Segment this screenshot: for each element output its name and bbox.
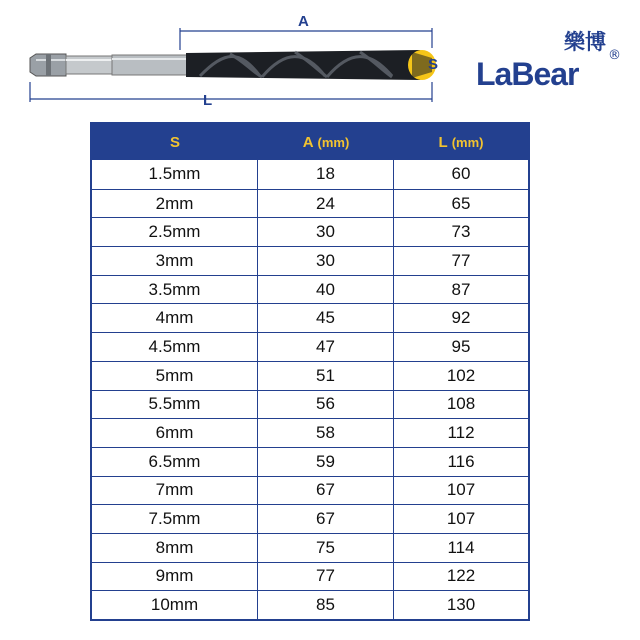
cell-l: 112 [447, 423, 475, 443]
cell-a: 47 [258, 333, 394, 361]
cell-s: 7mm [92, 477, 258, 505]
logo-chinese-text: 樂博 [564, 30, 606, 54]
cell-a: 67 [258, 505, 394, 533]
header-a-label: A [302, 133, 314, 151]
cell-a: 30 [258, 218, 394, 246]
cell-s: 5mm [92, 362, 258, 390]
header-s-label: S [169, 133, 180, 151]
dimension-l-line [30, 82, 432, 102]
header-s [92, 124, 258, 160]
header-a [258, 124, 394, 160]
table-row [92, 332, 528, 361]
cell-s: 3mm [92, 247, 258, 275]
table-body [92, 160, 528, 619]
cell-s: 5.5mm [92, 391, 258, 419]
cell-l: 102 [446, 365, 476, 385]
table-row [92, 189, 528, 218]
cell-l: 107 [446, 509, 476, 529]
header-l [394, 124, 528, 160]
cell-l: 60 [451, 164, 471, 184]
drill-flutes [186, 50, 430, 80]
brand-logo [476, 22, 626, 92]
header-l-label: L [438, 133, 448, 151]
cell-a: 51 [258, 362, 394, 390]
table-row [92, 476, 528, 505]
cell-a: 18 [258, 160, 394, 189]
cell-s: 9mm [92, 563, 258, 591]
table-row [92, 533, 528, 562]
cell-s: 4mm [92, 304, 258, 332]
cell-a: 56 [258, 391, 394, 419]
cell-l: 130 [446, 595, 476, 615]
cell-a: 40 [258, 276, 394, 304]
label-a: A [298, 13, 309, 30]
table-row [92, 160, 528, 189]
cell-l: 108 [446, 394, 476, 414]
cell-l: 87 [451, 279, 471, 299]
cell-s: 2.5mm [92, 218, 258, 246]
header-l-unit: (mm) [451, 134, 484, 150]
cell-l: 114 [447, 537, 475, 557]
table-row [92, 590, 528, 619]
cell-s: 8mm [92, 534, 258, 562]
table-row [92, 303, 528, 332]
cell-s: 2mm [92, 190, 258, 218]
cell-l: 73 [451, 222, 471, 242]
label-l: L [203, 92, 213, 109]
table-row [92, 562, 528, 591]
cell-a: 45 [258, 304, 394, 332]
cell-s: 6mm [92, 419, 258, 447]
cell-l: 107 [446, 480, 476, 500]
cell-a: 67 [258, 477, 394, 505]
cell-l: 77 [451, 250, 471, 270]
cell-a: 58 [258, 419, 394, 447]
label-s: S [428, 56, 439, 73]
cell-s: 10mm [92, 591, 258, 619]
round-shank [66, 56, 112, 74]
cell-l: 116 [447, 451, 475, 471]
registered-mark: ® [608, 48, 621, 63]
table-row [92, 217, 528, 246]
spec-table [90, 122, 530, 621]
cell-a: 77 [258, 563, 394, 591]
drill-bit-diagram [0, 0, 460, 115]
cell-a: 75 [258, 534, 394, 562]
cell-a: 59 [258, 448, 394, 476]
cell-s: 7.5mm [92, 505, 258, 533]
header-a-unit: (mm) [317, 134, 350, 150]
drill-bit-illustration [0, 0, 460, 115]
table-row [92, 361, 528, 390]
table-row [92, 504, 528, 533]
table-row [92, 246, 528, 275]
cell-l: 92 [451, 308, 471, 328]
cell-s: 4.5mm [92, 333, 258, 361]
table-row [92, 390, 528, 419]
table-header-row [92, 124, 528, 160]
cell-s: 6.5mm [92, 448, 258, 476]
table-row [92, 447, 528, 476]
cell-a: 85 [258, 591, 394, 619]
dimension-a-line [180, 28, 432, 50]
table-row [92, 275, 528, 304]
cell-l: 65 [451, 193, 471, 213]
logo-latin-wordmark: LaBear [476, 56, 579, 92]
cell-s: 3.5mm [92, 276, 258, 304]
logo-latin-text [476, 56, 579, 93]
cell-s: 1.5mm [92, 160, 258, 189]
cell-l: 122 [446, 566, 476, 586]
cell-l: 95 [451, 336, 471, 356]
table-row [92, 418, 528, 447]
cell-a: 30 [258, 247, 394, 275]
cell-a: 24 [258, 190, 394, 218]
